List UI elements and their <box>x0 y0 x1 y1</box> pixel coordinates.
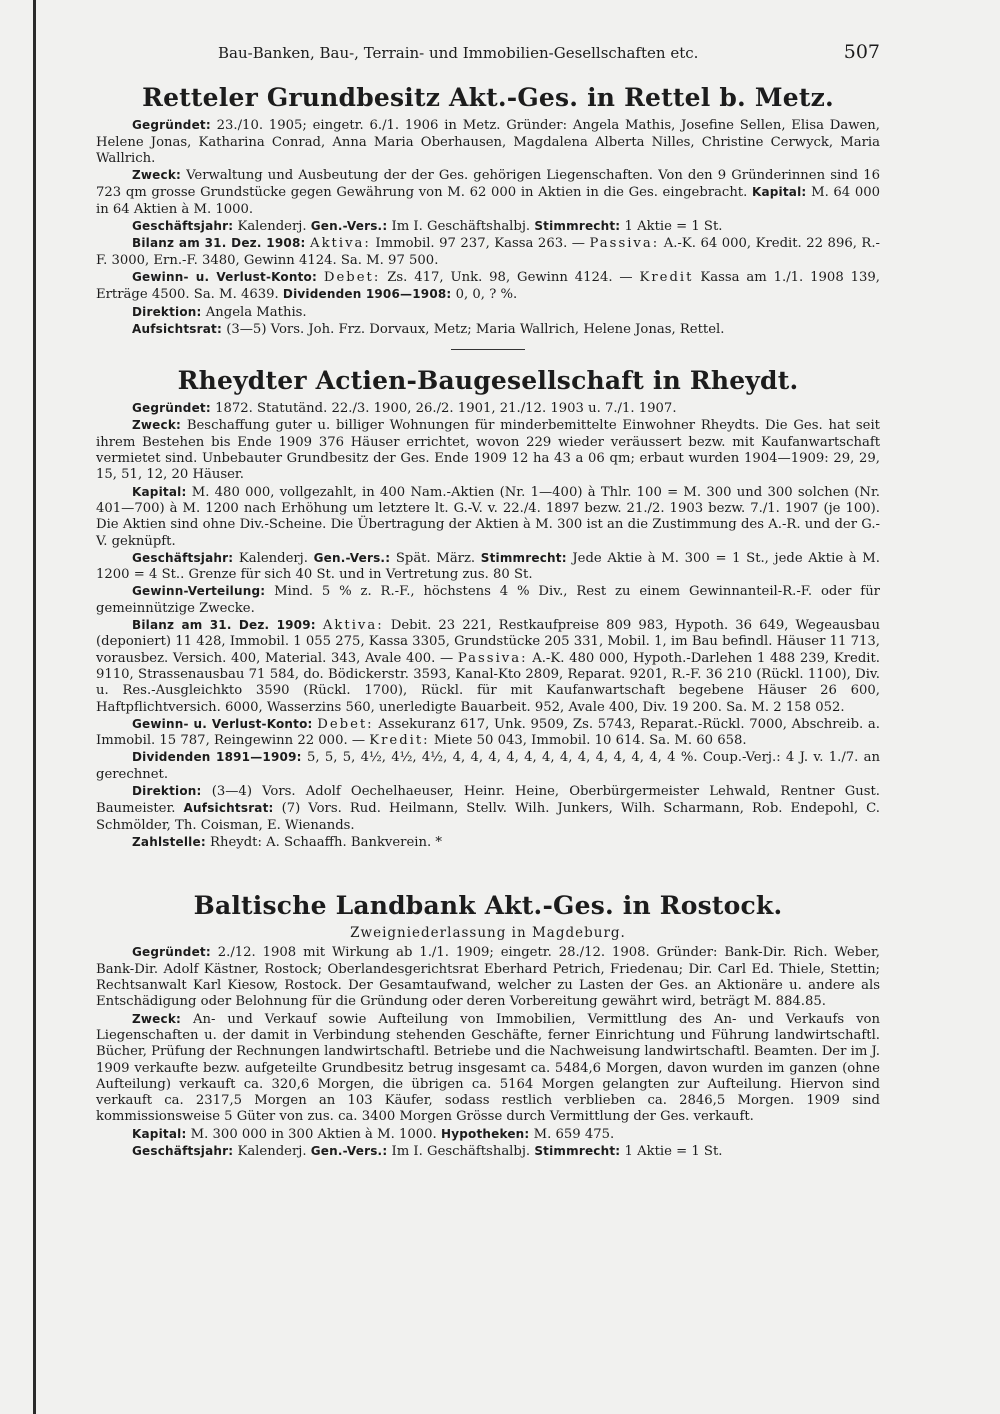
entry-rheydter <box>96 366 880 851</box>
field-text: (3—4) Vors. Adolf Oechelhaeuser, Heinr. Heine, Oberbürgermeister Lehwald, Rentner Gust. Baumeister. <box>96 783 880 817</box>
field-label: Dividenden 1891—1909: <box>132 750 302 765</box>
field-label: Stimmrecht: <box>480 550 567 565</box>
spaced-label: Kredit: <box>369 733 430 749</box>
entry-paragraph <box>96 944 880 1010</box>
field-text: Jede Aktie à M. 300 = 1 St., jede Aktie à M. 1200 = 4 St.. Grenze für sich 40 St. und in Vertretung zus. 80 St. <box>96 550 880 583</box>
entry-paragraph <box>96 321 880 338</box>
field-text: An- und Verkauf sowie Aufteilung von Immobilien, Vermittlung des An- und Verkaufs von Liegenschaften u. der damit in Verbindung stehenden Geschäfte, ferner Einrichtung und Führung landwirtschaftl. Bücher, Prüfung der Rechnungen landwirtschaftl. Betriebe und die Nachweisung landwirtschaftl. Beamten. Der im J. 1909 verkaufte bezw. aufgeteilte Grundbesitz betrug insgesamt ca. 5484,6 Morgen, davon wurden im ganzen (ohne Aufteilung) verkauft ca. 320,6 Morgen, die übrigen ca. 5164 Morgen gelangten zur Aufteilung. Hiervon sind verkauft ca. 2317,5 Morgen an 103 Käufer, sodass restlich verblieben ca. 2846,5 Morgen. 1909 sind kommissionsweise 5 Güter von zus. ca. 3400 Morgen Grösse durch Vermittlung der Ges. verkauft. <box>96 1011 880 1125</box>
entry-paragraph <box>96 484 880 550</box>
field-label: Aufsichtsrat: <box>132 321 222 336</box>
field-text: (7) Vors. Rud. Heilmann, Stellv. Wilh. Junkers, Wilh. Scharmann, Rob. Endepohl, C. Schmölder, Th. Coisman, E. Wienands. <box>96 801 880 833</box>
spaced-label: Aktiva: <box>310 236 371 252</box>
field-label: Hypotheken: <box>440 1126 530 1141</box>
field-label: Direktion: <box>132 304 202 319</box>
field-text: A.-K. 480 000, Hypoth.-Darlehen 1 488 239, Kredit. 9110, Strassenausbau 71 584, do. Bödickerstr. 3593, Kanal-Kto 2809, Reparat. 9201, R.-F. 36 210 (Rückl. 1100), Div. u. Res.-Ausgleichkto 3590 (Rückl. 1700), Rückl. für mit Kaufanwartschaft begebene Häuser 26 600, Haftpflichtversich. 6000, Wasserzins 560, unerledigte Bauarbeit. 952, Avale 400, Div. 19 200. Sa. M. 2 158 052. <box>96 650 880 715</box>
field-text: Kassa am 1./1. 1908 139, Erträge 4500. Sa. M. 4639. <box>96 269 880 303</box>
field-label: Zweck: <box>132 418 182 433</box>
entry-paragraph <box>96 716 880 750</box>
field-text: 0, 0, ? %. <box>455 287 518 303</box>
field-text: M. 300 000 in 300 Aktien à M. 1000. <box>190 1126 437 1142</box>
entry-paragraph <box>96 1143 880 1160</box>
field-label: Stimmrecht: <box>534 219 621 234</box>
entry-paragraph <box>96 550 880 584</box>
field-text: A.-K. 64 000, Kredit. 22 896, R.-F. 3000, Ern.-F. 3480, Gewinn 4124. Sa. M. 97 500. <box>96 236 881 268</box>
field-text: 2./12. 1908 mit Wirkung ab 1./1. 1909; eingetr. 28./12. 1908. Gründer: Bank-Dir. Rich. Weber, Bank-Dir. Adolf Kästner, Rostock; Oberlandesgerichtsrat Eberhard Petrich, Friedenau; Dir. Carl Ed. Thiele, Stettin; Rechtsanwalt Karl Kiesow, Rostock. Der Gesamtaufwand, welcher zu Lasten der Ges. an Aktionäre u. andere als Entschädigung oder Belohnung für die Gründung oder deren Vorbereitung gewährt wird, beträgt M. 884.85. <box>96 945 880 1010</box>
field-text: 5, 5, 5, 4½, 4½, 4½, 4, 4, 4, 4, 4, 4, 4, 4, 4, 4, 4, 4, 4 %. Coup.-Verj.: 4 J. v. 1./7. an gerechnet. <box>96 750 881 782</box>
field-label: Geschäftsjahr: <box>132 219 234 234</box>
field-label: Gewinn- u. Verlust-Konto: <box>132 269 317 284</box>
entry-paragraph <box>96 834 880 851</box>
company-title: Retteler Grundbesitz Akt.-Ges. in Rettel b. Metz. <box>142 83 834 113</box>
entry-retteler <box>96 83 880 338</box>
entry-paragraph <box>96 583 880 617</box>
company-subtitle: Zweigniederlassung in Magdeburg. <box>350 925 626 942</box>
entry-baltische-landbank <box>96 891 880 1160</box>
entry-paragraph <box>96 617 880 716</box>
binding-edge <box>33 0 36 1414</box>
company-title: Rheydter Actien-Baugesellschaft in Rheydt. <box>177 366 799 396</box>
field-text: Angela Mathis. <box>205 304 307 320</box>
page-number: 507 <box>843 41 880 63</box>
entry-paragraph <box>96 749 880 783</box>
field-text: (3—5) Vors. Joh. Frz. Dorvaux, Metz; Maria Wallrich, Helene Jonas, Rettel. <box>226 321 725 337</box>
field-label: Gegründet: <box>132 945 211 960</box>
field-text: M. 64 000 in 64 Aktien à M. 1000. <box>96 185 881 217</box>
spaced-label: Aktiva: <box>322 618 384 634</box>
field-label: Gewinn- u. Verlust-Konto: <box>132 716 313 731</box>
page-content <box>96 41 881 1160</box>
field-text: 1 Aktie = 1 St. <box>624 219 723 235</box>
field-text: Assekuranz 617, Unk. 9509, Zs. 5743, Reparat.-Rückl. 7000, Abschreib. a. Immobil. 15 787, Reingewinn 22 000. — <box>96 716 880 749</box>
field-label: Zweck: <box>132 1011 182 1026</box>
spaced-label: Debet: <box>317 716 374 732</box>
field-text: M. 480 000, vollgezahlt, in 400 Nam.-Aktien (Nr. 1—400) à Thlr. 100 = M. 300 und 300 solchen (Nr. 401—700) à M. 1200 nach Erhöhung um letztere lt. G.-V. v. 22./4. 1897 bezw. 21./2. 1903 bezw. 7./1. 1907 (je 100). Die Aktien sind ohne Div.-Scheine. Die Übertragung der Aktien à M. 300 ist an die Zustimmung des A.-R. und der G.-V. geknüpft. <box>96 484 880 549</box>
field-text: Beschaffung guter u. billiger Wohnungen für minderbemittelte Einwohner Rheydts. Die Ges. hat seit ihrem Bestehen bis Ende 1909 376 Häuser errichtet, wovon 229 wieder veräussert bezw. mit Kaufanwartschaft vermietet sind. Unbebauter Grundbesitz der Ges. Ende 1909 12 ha 43 a 06 qm; erbaut wurden 1904—1909: 29, 29, 15, 51, 12, 20 Häuser. <box>96 418 880 483</box>
field-text: Kalenderj. <box>238 550 308 566</box>
field-label: Geschäftsjahr: <box>132 1144 234 1159</box>
field-text: 1872. Statutänd. 22./3. 1900, 26./2. 1901, 21./12. 1903 u. 7./1. 1907. <box>215 401 677 417</box>
field-label: Kapital: <box>132 1126 187 1141</box>
field-text: 1 Aktie = 1 St. <box>624 1144 723 1160</box>
entry-paragraph <box>96 417 880 483</box>
entry-paragraph <box>96 304 880 321</box>
field-label: Dividenden 1906—1908: <box>282 287 452 302</box>
entry-paragraph <box>96 117 880 167</box>
field-text: Verwaltung und Ausbeutung der der Ges. gehörigen Liegenschaften. Von den 9 Gründerinnen sind 16 723 qm grosse Grundstücke gegen Gewährung von M. 62 000 in Aktien in die Ges. eingebracht. <box>96 168 880 201</box>
spaced-label: Kredit <box>639 269 694 285</box>
field-text: Debit. 23 221, Restkaufpreise 809 983, Hypoth. 36 649, Wegeausbau (deponiert) 11 428, Immobil. 1 055 275, Kassa 3305, Grundstücke 205 331, Mobil. 1, im Bau befindl. Häuser 11 713, vorausbez. Versich. 400, Material. 343, Avale 400. — <box>96 618 880 666</box>
field-text: Mind. 5 % z. R.-F., höchstens 4 % Div., Rest zu einem Gewinnanteil-R.-F. oder für gemeinnützige Zwecke. <box>96 584 880 616</box>
field-label: Bilanz am 31. Dez. 1909: <box>132 618 316 633</box>
field-label: Kapital: <box>132 484 187 499</box>
field-label: Aufsichtsrat: <box>183 801 274 816</box>
field-label: Kapital: <box>751 185 807 200</box>
field-text: Spät. März. <box>395 550 476 566</box>
entry-paragraph <box>96 235 880 269</box>
field-text: 23./10. 1905; eingetr. 6./1. 1906 in Metz. Gründer: Angela Mathis, Josefine Sellen, Elisa Dawen, Helene Jonas, Katharina Conrad, Anna Maria Oberhausen, Magdalena Alberta Nilles, Christine Cerwyck, Maria Wallrich. <box>96 118 880 166</box>
entry-paragraph <box>96 1126 880 1143</box>
section-divider <box>451 349 525 350</box>
entry-paragraph <box>96 1011 880 1126</box>
entry-paragraph <box>96 167 880 218</box>
field-label: Gegründet: <box>132 401 211 416</box>
field-text: Im I. Geschäftshalbj. <box>391 1144 531 1160</box>
running-header <box>96 41 880 63</box>
field-label: Zahlstelle: <box>132 834 206 849</box>
field-label: Bilanz am 31. Dez. 1908: <box>132 236 306 251</box>
field-label: Geschäftsjahr: <box>132 550 234 565</box>
field-text: Im I. Geschäftshalbj. <box>391 219 531 235</box>
entry-paragraph <box>96 400 880 417</box>
field-label: Gen.-Vers.: <box>310 219 388 234</box>
spaced-label: Passiva: <box>457 650 528 666</box>
field-label: Gen.-Vers.: <box>313 550 391 565</box>
field-label: Stimmrecht: <box>534 1144 621 1159</box>
entry-paragraph <box>96 269 880 304</box>
field-text: Kalenderj. <box>237 219 307 235</box>
field-label: Direktion: <box>132 783 202 798</box>
entry-paragraph <box>96 783 880 834</box>
entry-paragraph <box>96 218 880 235</box>
section-spacer <box>96 851 880 891</box>
company-title: Baltische Landbank Akt.-Ges. in Rostock. <box>193 891 783 921</box>
field-text: Rheydt: A. Schaaffh. Bankverein. * <box>210 834 442 850</box>
field-text: Immobil. 97 237, Kassa 263. — <box>375 236 585 252</box>
field-text: Miete 50 043, Immobil. 10 614. Sa. M. 60 658. <box>433 733 747 749</box>
field-text: Kalenderj. <box>237 1144 307 1160</box>
field-label: Zweck: <box>132 168 182 183</box>
field-text: Zs. 417, Unk. 98, Gewinn 4124. — <box>387 269 633 285</box>
field-label: Gewinn-Verteilung: <box>132 584 266 599</box>
spaced-label: Passiva: <box>589 236 660 252</box>
field-label: Gen.-Vers.: <box>310 1144 388 1159</box>
field-label: Gegründet: <box>132 118 211 133</box>
field-text: M. 659 475. <box>533 1126 615 1142</box>
running-title: Bau-Banken, Bau-, Terrain- und Immobilien-Gesellschaften etc. <box>218 44 699 62</box>
spaced-label: Debet: <box>323 269 381 285</box>
